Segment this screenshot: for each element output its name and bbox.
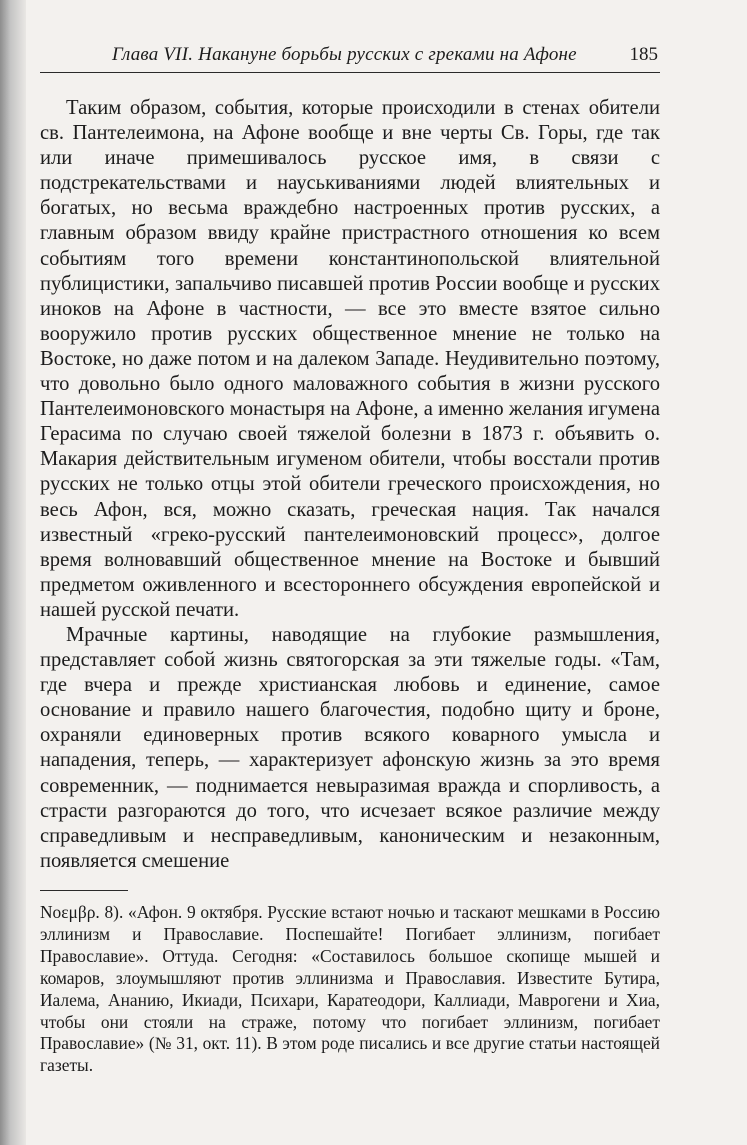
running-header xyxy=(40,38,660,73)
footnote-separator xyxy=(40,890,128,891)
book-page xyxy=(40,38,660,1118)
footnote: Νοεμβρ. 8). «Афон. 9 октября. Русские встают ночью и таскают мешками в Россию эллинизм и Православие. Поспешайте! Погибает эллинизм, погибает Православие». Оттуда. Сегодня: «Составилось большое скопище мышей и комаров, злоумышляют против эллинизма и Православия. Известите Бутира, Иалема, Ананию, Икиади, Психари, Каратеодори, Каллиади, Маврогени и Хиа, чтобы они стояли на страже, потому что погибает эллинизм, погибает Православие» (№ 31, окт. 11). В этом роде писались и все другие статьи настоящей газеты. xyxy=(40,902,660,1076)
main-text xyxy=(40,96,660,874)
page-number: 185 xyxy=(629,44,658,65)
chapter-running-title: Глава VII. Накануне борьбы русских с греками на Афоне xyxy=(112,44,577,65)
paragraph: Таким образом, события, которые происходили в стенах обители св. Пантелеимона, на Афоне вообще и вне черты Св. Горы, где так или иначе примешивалось русское имя, в связи с подстрекательствами и науськиваниями людей влиятельных и богатых, но весьма враждебно настроенных против русских, а главным образом ввиду крайне пристрастного отношения ко всем событиям того времени константинопольской влиятельной публицистики, запальчиво писавшей против России вообще и русских иноков на Афоне в частности, — все это вместе взятое сильно вооружило против русских общественное мнение не только на Востоке, но даже потом и на далеком Западе. Неудивительно поэтому, что довольно было одного маловажного события в жизни русского Пантелеимоновского монастыря на Афоне, а именно желания игумена Герасима по случаю своей тяжелой болезни в 1873 г. объявить о. Макария действительным игуменом обители, чтобы восстали против русских не только отцы этой обители греческого происхождения, но весь Афон, вся, можно сказать, греческая нация. Так начался известный «греко-русский пантелеимоновский процесс», долгое время волновавший общественное мнение на Востоке и бывший предметом оживленного и всестороннего обсуждения европейской и нашей русской печати. xyxy=(40,97,660,621)
scan-shadow-edge xyxy=(0,0,26,1145)
paragraph: Мрачные картины, наводящие на глубокие размышления, представляет собой жизнь святогорская за эти тяжелые годы. «Там, где вчера и прежде христианская любовь и единение, самое основание и правило нашего благочестия, подобно щиту и броне, охраняли единоверных против всякого коварного умысла и нападения, теперь, — характеризует афонскую жизнь за это время современник, — поднимается невыразимая вражда и спорливость, а страсти разгораются до того, что исчезает всякое различие между справедливым и несправедливым, каноническим и незаконным, появляется смешение xyxy=(40,623,660,872)
